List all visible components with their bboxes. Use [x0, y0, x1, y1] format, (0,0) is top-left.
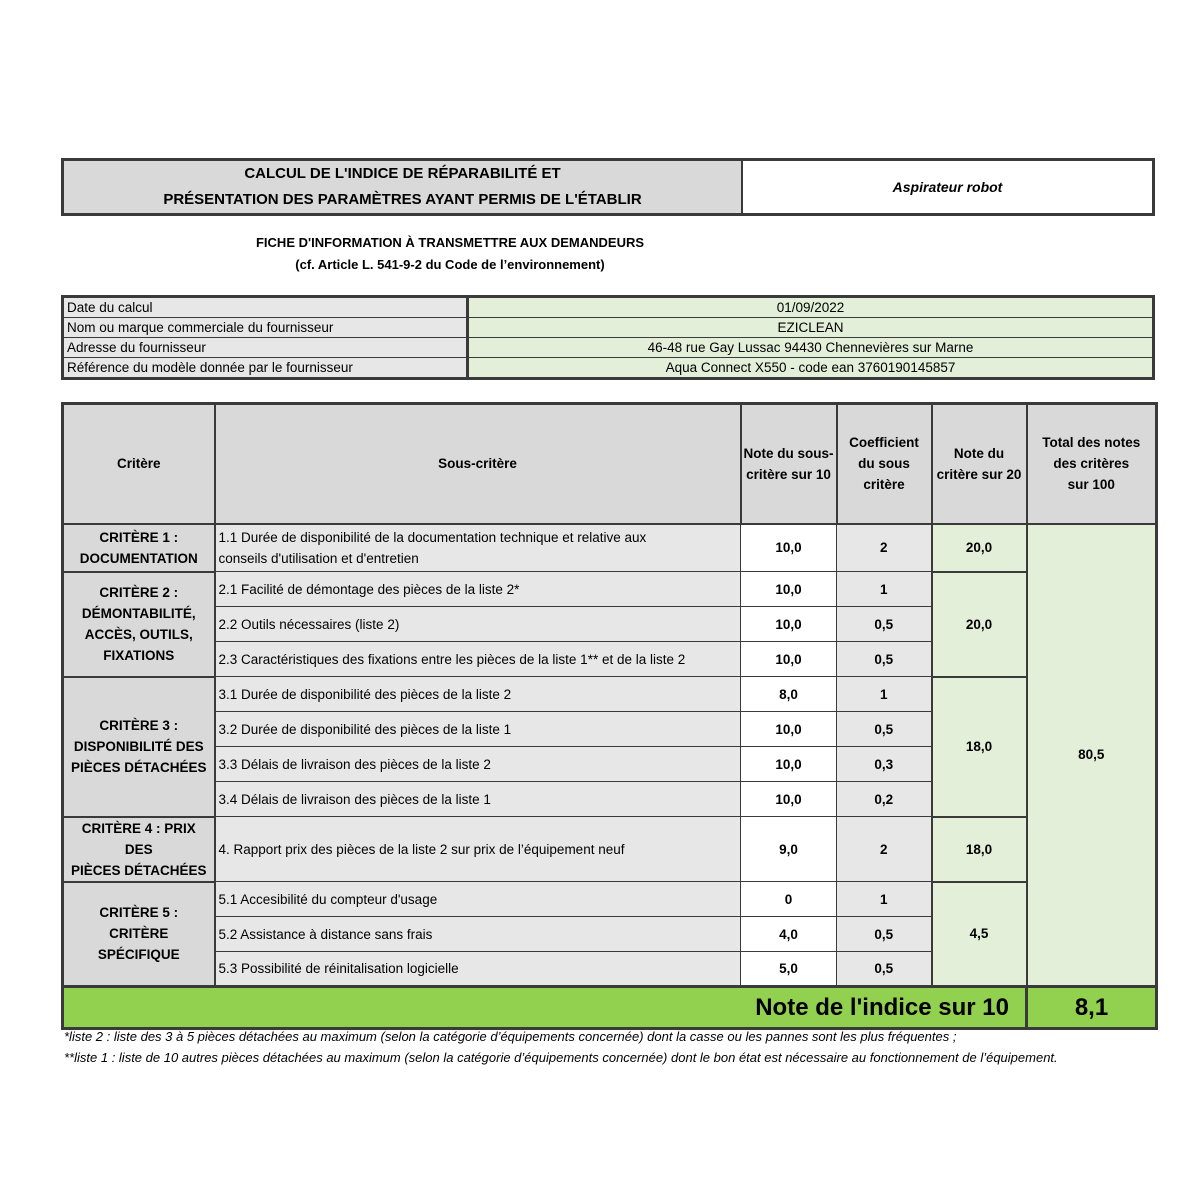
repairability-table: [61, 402, 1158, 1030]
sub-criterion-coef: 0,5: [837, 607, 932, 642]
info-label: Date du calcul: [63, 297, 468, 318]
footnote-liste-2: *liste 2 : liste des 3 à 5 pièces détachées au maximum (selon la catégorie d’équipements concernée) dont la casse ou les pannes sont les plus fréquentes ;: [64, 1029, 957, 1044]
header-total: Total des notes des critères sur 100: [1027, 404, 1157, 524]
sub-criterion-label: 2.3 Caractéristiques des fixations entre les pièces de la liste 1** et de la liste 2: [215, 642, 741, 677]
table-row: [63, 817, 1157, 882]
sub-criterion-note: 10,0: [741, 572, 837, 607]
table-row: [63, 677, 1157, 712]
header-coefficient: Coefficient du sous critère: [837, 404, 932, 524]
sub-criterion-note: 10,0: [741, 782, 837, 817]
final-score-row: [63, 987, 1157, 1029]
sub-criterion-label: 3.3 Délais de livraison des pièces de la liste 2: [215, 747, 741, 782]
subtitle: [160, 232, 740, 276]
sub-criterion-coef: 0,3: [837, 747, 932, 782]
info-row: [63, 338, 1154, 358]
sub-criterion-label: 5.2 Assistance à distance sans frais: [215, 917, 741, 952]
criterion-score: 18,0: [932, 817, 1027, 882]
sub-criterion-note: 10,0: [741, 712, 837, 747]
sub-criterion-note: 9,0: [741, 817, 837, 882]
info-row: [63, 318, 1154, 338]
sub-criterion-coef: 0,2: [837, 782, 932, 817]
sub-criterion-note: 10,0: [741, 524, 837, 572]
table-row: [63, 524, 1157, 572]
product-type: Aspirateur robot: [892, 179, 1003, 195]
footnote-liste-1: **liste 1 : liste de 10 autres pièces détachées au maximum (selon la catégorie d’équipements concernée) dont le bon état est nécessaire au fonctionnement de l’équipement.: [64, 1050, 1058, 1065]
criterion-4: CRITÈRE 4 : PRIX DES PIÈCES DÉTACHÉES: [63, 817, 215, 882]
header-box: [61, 158, 1155, 216]
sub-criterion-note: 4,0: [741, 917, 837, 952]
header-sous-critere: Sous-critère: [215, 404, 741, 524]
sub-criterion-label: 5.1 Accesibilité du compteur d'usage: [215, 882, 741, 917]
sub-criterion-coef: 0,5: [837, 952, 932, 987]
sub-criterion-label: 2.1 Facilité de démontage des pièces de la liste 2*: [215, 572, 741, 607]
page-title: [64, 161, 743, 213]
info-label: Adresse du fournisseur: [63, 338, 468, 358]
sub-criterion-coef: 1: [837, 882, 932, 917]
sub-criterion-coef: 0,5: [837, 642, 932, 677]
header-critere: Critère: [63, 404, 215, 524]
final-score-value: 8,1: [1027, 987, 1157, 1029]
sub-criterion-coef: 1: [837, 572, 932, 607]
header-note: Note du sous- critère sur 10: [741, 404, 837, 524]
header-note-critere: Note du critère sur 20: [932, 404, 1027, 524]
criterion-score: 4,5: [932, 882, 1027, 987]
criterion-2: CRITÈRE 2 : DÉMONTABILITÉ, ACCÈS, OUTILS, FIXATIONS: [63, 572, 215, 677]
sub-criterion-label: 3.1 Durée de disponibilité des pièces de la liste 2: [215, 677, 741, 712]
criterion-3: CRITÈRE 3 : DISPONIBILITÉ DES PIÈCES DÉTACHÉES: [63, 677, 215, 817]
sub-criterion-note: 10,0: [741, 607, 837, 642]
info-row: [63, 297, 1154, 318]
sub-criterion-note: 0: [741, 882, 837, 917]
sub-criterion-note: 5,0: [741, 952, 837, 987]
sub-criterion-label: 3.2 Durée de disponibilité des pièces de la liste 1: [215, 712, 741, 747]
sub-criterion-label: 5.3 Possibilité de réinitalisation logicielle: [215, 952, 741, 987]
criterion-5: CRITÈRE 5 : CRITÈRE SPÉCIFIQUE: [63, 882, 215, 987]
sub-criterion-note: 10,0: [741, 642, 837, 677]
subtitle-line-2: (cf. Article L. 541-9-2 du Code de l’environnement): [295, 257, 605, 272]
criterion-score: 20,0: [932, 524, 1027, 572]
info-label: Référence du modèle donnée par le fournisseur: [63, 358, 468, 379]
sub-criterion-coef: 2: [837, 524, 932, 572]
table-row: [63, 882, 1157, 917]
subtitle-line-1: FICHE D'INFORMATION À TRANSMETTRE AUX DEMANDEURS: [255, 235, 645, 250]
title-line-1: CALCUL DE L'INDICE DE RÉPARABILITÉ ET: [244, 165, 561, 182]
criterion-score: 20,0: [932, 572, 1027, 677]
info-value: Aqua Connect X550 - code ean 3760190145857: [468, 358, 1154, 379]
title-line-2: PRÉSENTATION DES PARAMÈTRES AYANT PERMIS DE L'ÉTABLIR: [163, 191, 642, 208]
info-label: Nom ou marque commerciale du fournisseur: [63, 318, 468, 338]
sub-criterion-note: 8,0: [741, 677, 837, 712]
footnotes: [64, 1026, 1154, 1068]
total-score: 80,5: [1027, 524, 1157, 987]
sub-criterion-coef: 0,5: [837, 917, 932, 952]
sub-criterion-label: 1.1 Durée de disponibilité de la documentation technique et relative aux conseils d'utilisation et d'entretien: [215, 524, 741, 572]
sub-criterion-label: 2.2 Outils nécessaires (liste 2): [215, 607, 741, 642]
sub-criterion-coef: 2: [837, 817, 932, 882]
final-score-label: Note de l'indice sur 10: [63, 987, 1027, 1029]
sub-criterion-coef: 1: [837, 677, 932, 712]
info-row: [63, 358, 1154, 379]
info-value: 01/09/2022: [468, 297, 1154, 318]
criterion-score: 18,0: [932, 677, 1027, 817]
sub-criterion-coef: 0,5: [837, 712, 932, 747]
table-row: [63, 572, 1157, 607]
info-value: 46-48 rue Gay Lussac 94430 Chennevières sur Marne: [468, 338, 1154, 358]
supplier-info-table: [61, 295, 1155, 380]
criterion-1: CRITÈRE 1 : DOCUMENTATION: [63, 524, 215, 572]
info-value: EZICLEAN: [468, 318, 1154, 338]
table-header-row: [63, 404, 1157, 524]
sub-criterion-label: 4. Rapport prix des pièces de la liste 2 sur prix de l’équipement neuf: [215, 817, 741, 882]
sub-criterion-label: 3.4 Délais de livraison des pièces de la liste 1: [215, 782, 741, 817]
sub-criterion-note: 10,0: [741, 747, 837, 782]
